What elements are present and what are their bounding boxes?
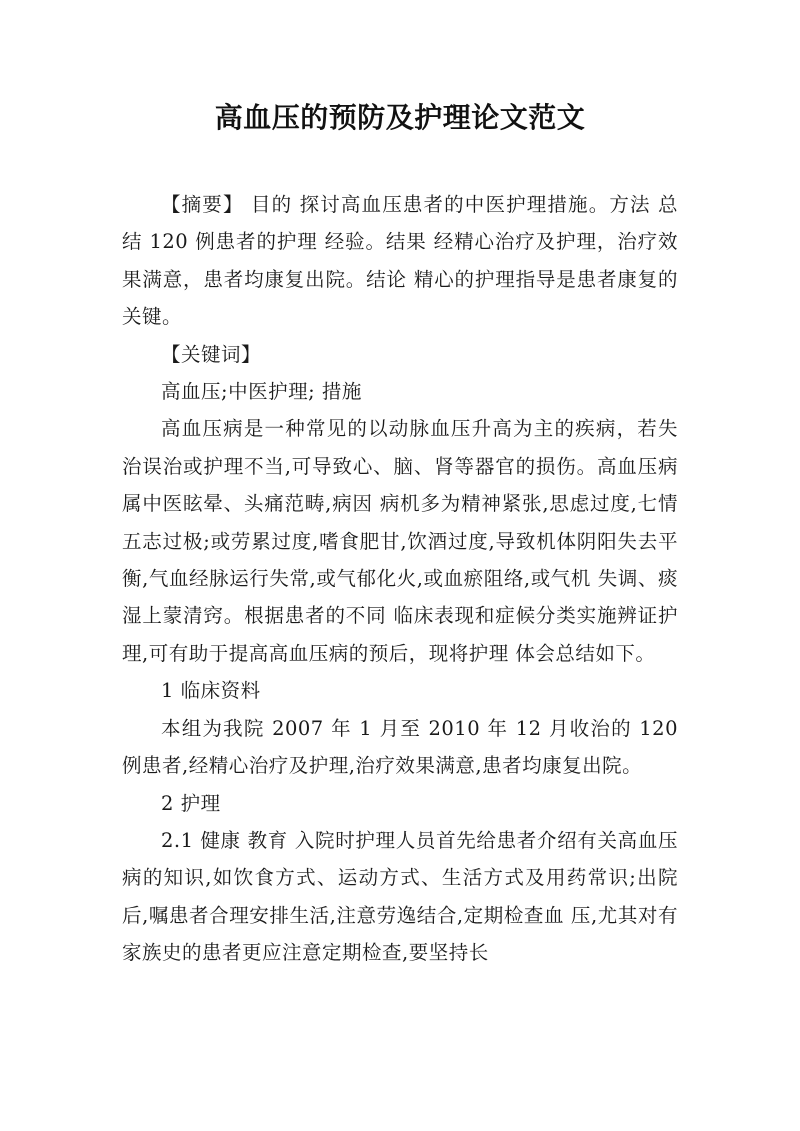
document-title: 高血压的预防及护理论文范文	[214, 101, 586, 134]
keywords-heading: 【关键词】	[161, 342, 262, 366]
section-2-1-paragraph: 2.1 健康 教育 入院时护理人员首先给患者介绍有关高血压病的知识,如饮食方式、运动方式、生活方式及用药常识;出院后,嘱患者合理安排生活,注意劳逸结合,定期检查血 压,尤其对有家族史的患者更应注意定期检查,要坚持长	[122, 828, 678, 965]
section-1-heading: 1 临床资料	[161, 679, 261, 703]
section-1-paragraph: 本组为我院 2007 年 1 月至 2010 年 12 月收治的 120 例患者,经精心治疗及护理,治疗效果满意,患者均康复出院。	[122, 716, 678, 778]
intro-paragraph: 高血压病是一种常见的以动脉血压升高为主的疾病，若失治误治或护理不当,可导致心、脑、肾等器官的损伤。高血压病属中医眩晕、头痛范畴,病因 病机多为精神紧张,思虑过度,七情五志过极;或劳累过度,嗜食肥甘,饮酒过度,导致机体阴阳失去平衡,气血经脉运行失常,或气郁化火,或血瘀阻络,或气机 失调、痰湿上蒙清窍。根据患者的不同 临床表现和症候分类实施辨证护理,可有助于提高高血压病的预后，现将护理 体会总结如下。	[122, 417, 678, 665]
abstract-paragraph: 【摘要】 目的 探讨高血压患者的中医护理措施。方法 总结 120 例患者的护理 经验。结果 经精心治疗及护理，治疗效果满意，患者均康复出院。结论 精心的护理指导是患者康复的关键。	[122, 193, 678, 329]
section-2-heading: 2 护理	[161, 791, 221, 815]
document-body	[122, 186, 678, 972]
keywords-paragraph: 高血压;中医护理; 措施	[161, 380, 362, 404]
